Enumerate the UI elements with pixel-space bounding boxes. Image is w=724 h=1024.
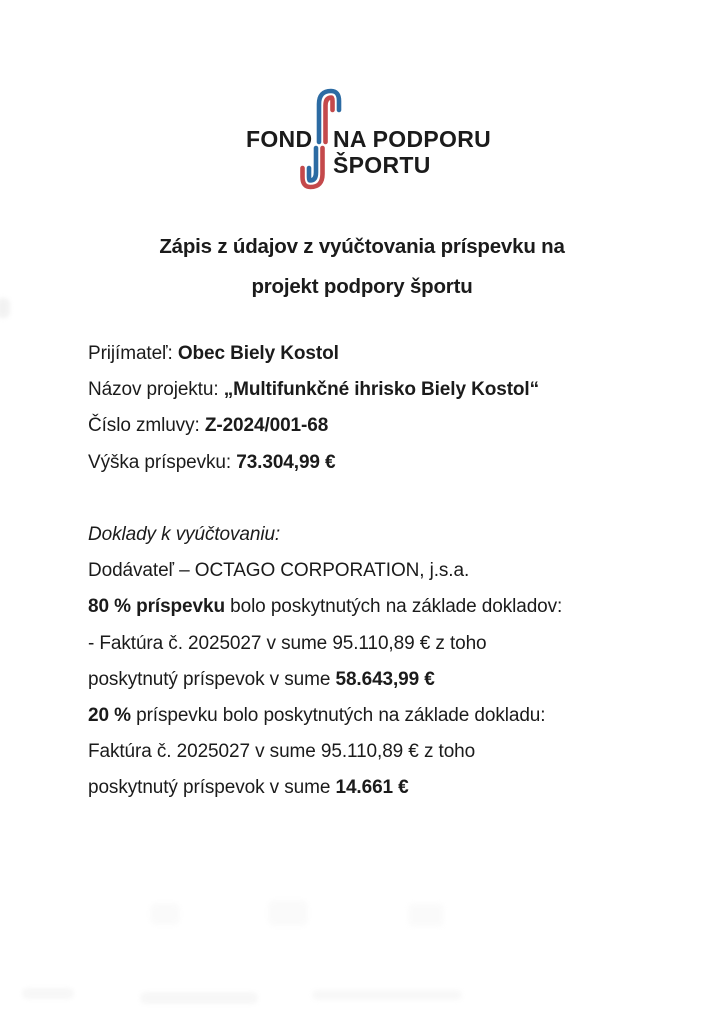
scan-artifact bbox=[140, 992, 258, 1004]
document-line bbox=[88, 517, 684, 553]
document-title-line-1: Zápis z údajov z vyúčtovania príspevku na bbox=[159, 235, 565, 258]
document-line bbox=[88, 626, 684, 662]
text-segment: 73.304,99 € bbox=[236, 451, 336, 473]
logo-text-sportu: ŠPORTU bbox=[333, 152, 431, 178]
text-segment: Z-2024/001-68 bbox=[204, 415, 329, 437]
scan-artifact bbox=[408, 903, 444, 927]
text-segment: Číslo zmluvy: bbox=[88, 415, 205, 437]
text-segment: „Multifunkčné ihrisko Biely Kostol“ bbox=[223, 379, 540, 401]
text-segment: 58.643,99 € bbox=[335, 668, 435, 690]
logo-text-na-podporu: NA PODPORU bbox=[333, 126, 492, 152]
logo-text-fond: FOND bbox=[246, 126, 313, 152]
fond-na-podporu-sportu-logo bbox=[0, 0, 724, 210]
document-line bbox=[88, 589, 684, 625]
scan-artifact bbox=[0, 298, 10, 318]
document-line bbox=[88, 336, 684, 372]
text-segment: poskytnutý príspevok v sume bbox=[88, 777, 336, 799]
text-segment: 14.661 € bbox=[335, 777, 409, 799]
scan-artifact bbox=[268, 900, 308, 926]
text-segment: Doklady k vyúčtovaniu: bbox=[88, 524, 281, 546]
text-segment: Dodávateľ – OCTAGO CORPORATION, j.s.a. bbox=[88, 560, 470, 582]
document-line bbox=[88, 372, 684, 408]
document-line bbox=[88, 662, 684, 698]
text-segment: Výška príspevku: bbox=[88, 451, 237, 473]
document-title-line-2: projekt podpory športu bbox=[251, 275, 473, 298]
text-segment: Prijímateľ: bbox=[88, 343, 178, 365]
text-segment: bolo poskytnutých na základe dokladov: bbox=[224, 596, 563, 618]
document-body bbox=[88, 336, 684, 806]
text-segment: Faktúra č. 2025027 v sume 95.110,89 € z toho bbox=[88, 741, 476, 763]
text-segment: príspevku bolo poskytnutých na základe dokladu: bbox=[130, 704, 546, 726]
text-segment: - Faktúra č. 2025027 v sume 95.110,89 € z toho bbox=[88, 632, 487, 654]
document-line bbox=[88, 734, 684, 770]
text-segment: Obec Biely Kostol bbox=[177, 343, 339, 365]
document-line bbox=[88, 770, 684, 806]
document-title bbox=[0, 227, 724, 307]
document-line bbox=[88, 698, 684, 734]
text-segment: 80 % príspevku bbox=[88, 596, 225, 618]
text-segment: Názov projektu: bbox=[88, 379, 224, 401]
scan-artifact bbox=[150, 903, 180, 925]
document-line bbox=[88, 553, 684, 589]
document-line bbox=[88, 481, 684, 517]
document-line bbox=[88, 445, 684, 481]
document-line bbox=[88, 408, 684, 444]
text-segment: poskytnutý príspevok v sume bbox=[88, 668, 336, 690]
text-segment: 20 % bbox=[88, 704, 131, 726]
scan-artifact bbox=[22, 988, 74, 999]
scan-artifact bbox=[312, 990, 462, 1000]
